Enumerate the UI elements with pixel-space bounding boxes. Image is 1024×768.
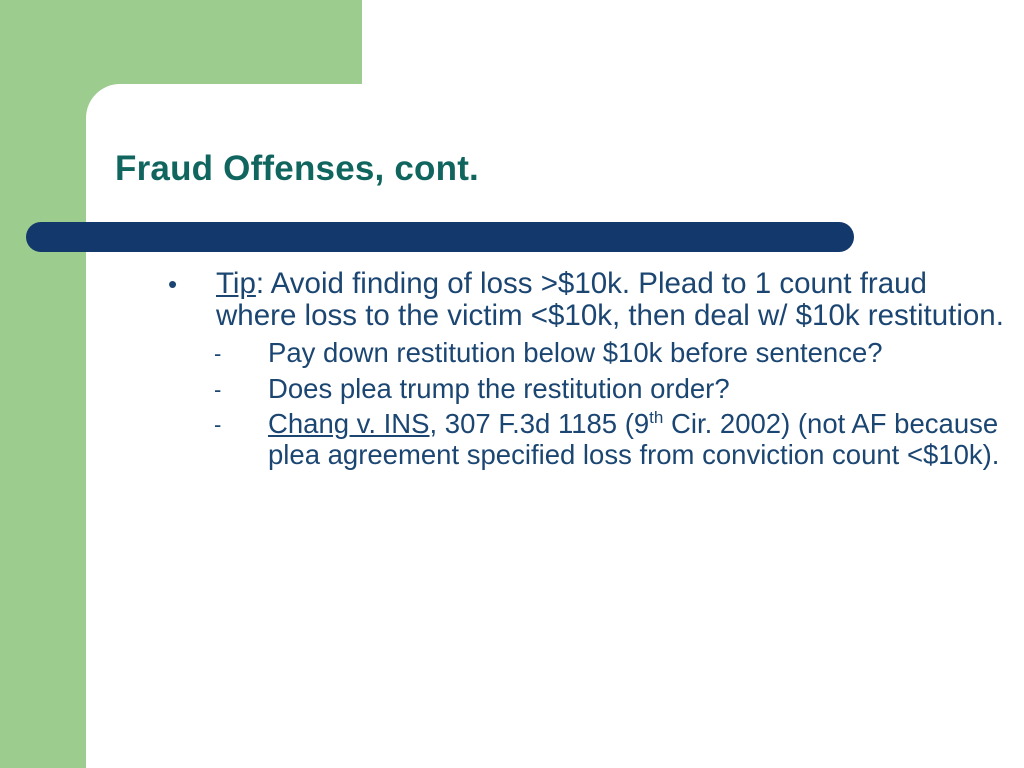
citation-text-before: , 307 F.3d 1185 (9	[429, 408, 650, 440]
citation-text-after: Cir. 2002) (not AF because plea agreement specified loss from conviction count <$10k).	[268, 408, 1000, 471]
title-underline-bar	[26, 222, 854, 252]
sub-bullet-text: Pay down restitution below $10k before sentence?	[268, 336, 883, 368]
bullet-dash-icon: -	[214, 376, 222, 402]
ordinal-superscript: th	[649, 408, 664, 428]
bullet-dash-icon: -	[214, 412, 222, 438]
bullet-item	[150, 268, 1010, 332]
bullet-dot-icon: •	[168, 269, 178, 299]
sub-bullet-item	[150, 338, 1010, 369]
slide-title: Fraud Offenses, cont.	[115, 149, 479, 188]
bullet-text: : Avoid finding of loss >$10k. Plead to 1 count fraud where loss to the victim <$10k, then deal w/ $10k restitution.	[216, 267, 1004, 332]
bullet-lead-underlined: Tip	[216, 267, 256, 300]
sub-bullet-item	[150, 409, 1010, 471]
slide-body	[150, 268, 1010, 476]
bullet-dash-icon: -	[214, 340, 222, 366]
sub-bullet-text: Does plea trump the restitution order?	[268, 372, 730, 404]
case-citation-name: Chang v. INS	[268, 408, 430, 440]
sub-bullet-item	[150, 374, 1010, 405]
